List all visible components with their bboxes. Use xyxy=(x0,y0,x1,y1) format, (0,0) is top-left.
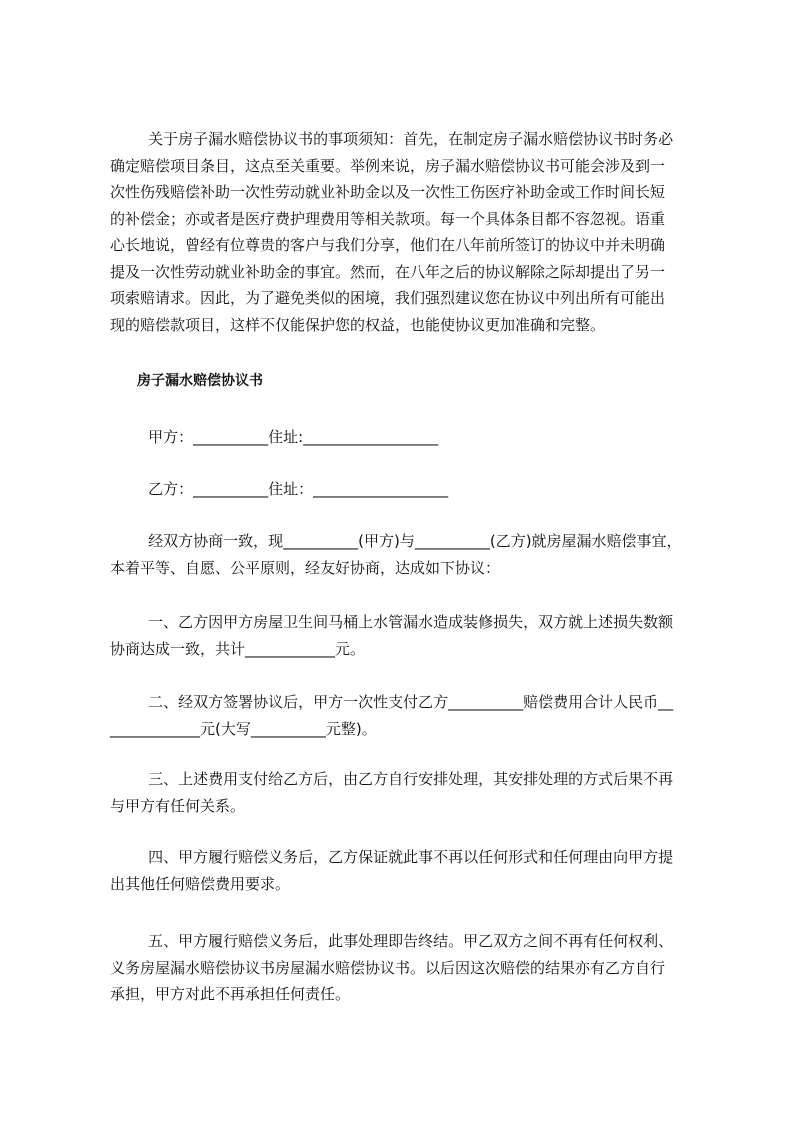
clause-1 xyxy=(110,609,710,662)
text-line: 协商达成一致，共计____________元。 xyxy=(110,639,366,658)
text-line: 四、甲方履行赔偿义务后，乙方保证就此事不再以任何形式和任何理由向甲方提 xyxy=(110,848,674,866)
text-line: 经双方协商一致，现__________(甲方)与__________(乙方)就房屋漏水赔偿事宜， xyxy=(110,532,682,550)
text-line: 项索赔请求。因此，为了避免类似的困境，我们强烈建议您在协议中列出所有可能出 xyxy=(110,289,666,307)
text-line: 提及一次性劳动就业补助金的事宜。然而，在八年之后的协议解除之际却提出了另一 xyxy=(110,262,666,281)
text-line: 关于房子漏水赔偿协议书的事项须知：首先，在制定房子漏水赔偿协议书时务必 xyxy=(110,130,674,148)
preamble-paragraph xyxy=(110,528,710,581)
text-line: 与甲方有任何关系。 xyxy=(110,796,246,815)
text-line: 一、乙方因甲方房屋卫生间马桶上水管漏水造成装修损失，双方就上述损失数额 xyxy=(110,613,674,631)
document-title: 房子漏水赔偿协议书 xyxy=(137,373,263,389)
text-line: 三、上述费用支付给乙方后，由乙方自行安排处理，其安排处理的方式后果不再 xyxy=(110,770,674,788)
text-line: 承担，甲方对此不再承担任何责任。 xyxy=(110,985,351,1003)
party-b-line xyxy=(110,476,710,503)
clause-2 xyxy=(110,689,710,742)
text-line: 本着平等、自愿、公平原则，经友好协商，达成如下协议： xyxy=(110,558,501,577)
text-line: 出其他任何赔偿费用要求。 xyxy=(110,874,291,893)
text-line: 的补偿金；亦或者是医疗费护理费用等相关款项。每一个具体条目都不容忽视。语重 xyxy=(110,209,666,228)
text-line: 次性伤残赔偿补助一次性劳动就业补助金以及一次性工伤医疗补助金或工作时间长短 xyxy=(110,183,666,201)
clause-4 xyxy=(110,844,710,897)
clause-5 xyxy=(110,928,710,1008)
clause-3 xyxy=(110,766,710,819)
text-line: 现的赔偿款项目，这样不仅能保护您的权益，也能使协议更加准确和完整。 xyxy=(110,315,606,334)
text-line: 心长地说，曾经有位尊贵的客户与我们分享，他们在八年前所签订的协议中并未明确 xyxy=(110,236,666,254)
text-line: 乙方：__________住址：__________________ xyxy=(110,480,449,498)
text-line: 二、经双方签署协议后，甲方一次性支付乙方__________赔偿费用合计人民币__ xyxy=(110,693,674,711)
party-a-line xyxy=(110,424,710,451)
text-line: 甲方：__________住址:__________________ xyxy=(110,428,439,446)
intro-paragraph xyxy=(110,126,710,338)
text-line: ____________元(大写__________元整)。 xyxy=(110,719,377,738)
text-line: 确定赔偿项目条目，这点至关重要。举例来说，房子漏水赔偿协议书可能会涉及到一 xyxy=(110,156,666,175)
text-line: 五、甲方履行赔偿义务后，此事处理即告终结。甲乙双方之间不再有任何权利、 xyxy=(110,932,674,950)
text-line: 义务房屋漏水赔偿协议书房屋漏水赔偿协议书。以后因这次赔偿的结果亦有乙方自行 xyxy=(110,958,666,977)
